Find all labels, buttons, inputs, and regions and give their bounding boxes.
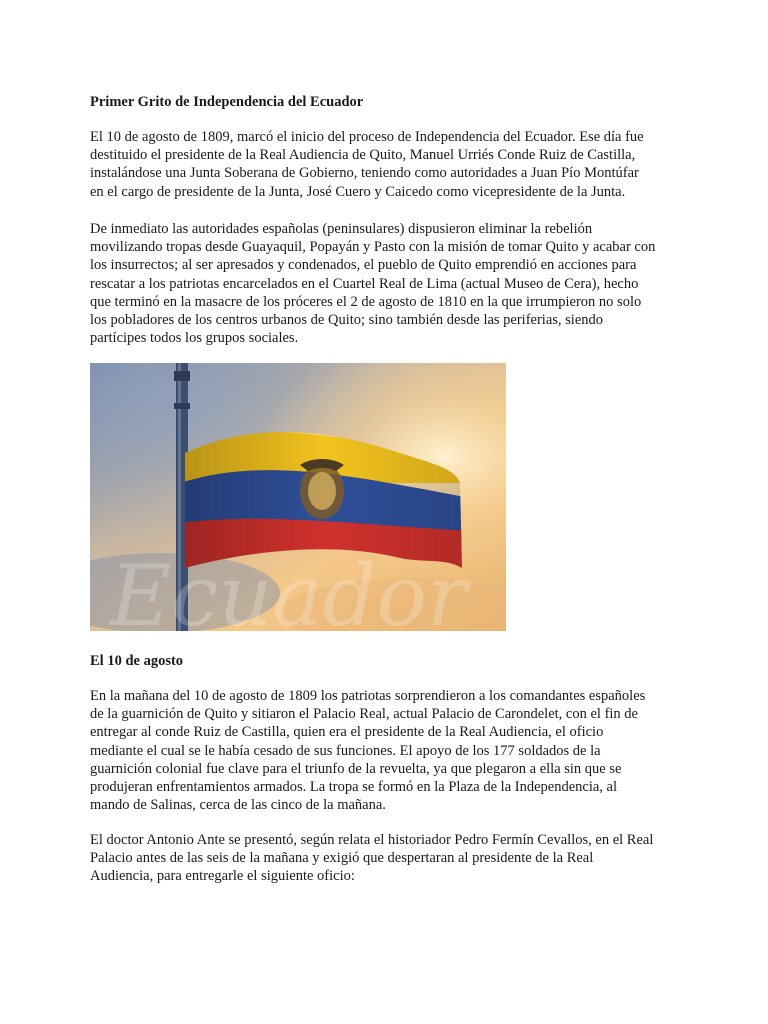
section-title-10-de-agosto: El 10 de agosto [90, 653, 184, 669]
text-line: produjeran enfrentamientos armados. La tropa se formó en la Plaza de la Independencia, al [90, 779, 618, 796]
ecuador-flag-image [90, 363, 506, 631]
text-line: de la guarnición de Quito y sitiaron el Palacio Real, actual Palacio de Carondelet, con el fin de [90, 706, 638, 723]
watermark-ecuador: Ecuador [110, 547, 468, 631]
text-line: Audiencia, para entregarle el siguiente oficio: [90, 868, 355, 885]
text-line: De inmediato las autoridades españolas (peninsulares) dispusieron eliminar la rebelión [90, 221, 593, 237]
text-line: en el cargo de presidente de la Junta, José Cuero y Caicedo como vicepresidente de la Junta. [90, 183, 626, 200]
text-line: El doctor Antonio Ante se presentó, según relata el historiador Pedro Fermín Cevallos, en el Real [90, 832, 654, 848]
text-line: mediante el cual se le había cesado de sus funciones. El apoyo de los 177 soldados de la [90, 742, 601, 759]
text-line: partícipes todos los grupos sociales. [90, 330, 299, 347]
text-line: instalándose una Junta Soberana de Gobierno, teniendo como autoridades a Juan Pío Montúfar [90, 165, 639, 182]
text-line: los pobladores de los centros urbanos de Quito; sino también desde las periferias, siendo [90, 312, 604, 329]
text-line: mando de Salinas, cerca de las cinco de la mañana. [90, 797, 386, 814]
text-line: los insurrectos; al ser apresados y condenados, el pueblo de Quito emprendió en acciones para [90, 257, 637, 274]
text-line: que terminó en la masacre de los próceres el 2 de agosto de 1810 en la que irrumpieron no solo [90, 293, 642, 310]
paragraph-inicio-independencia [90, 128, 644, 201]
paragraph-antonio-ante [90, 831, 653, 886]
text-line: rescatar a los patriotas encarcelados en el Cuartel Real de Lima (actual Museo de Cera), hecho [90, 275, 639, 292]
text-line: entregar al conde Ruiz de Castilla, quien era el presidente de la Real Audiencia, el oficio [90, 724, 604, 741]
paragraph-reaccion-espanola [90, 220, 655, 347]
paragraph-manana-10-agosto [90, 687, 645, 814]
coat-of-arms-icon [300, 459, 344, 519]
text-line: movilizando tropas desde Guayaquil, Popayán y Pasto con la misión de tomar Quito y acabar con [90, 239, 656, 256]
text-line: El 10 de agosto de 1809, marcó el inicio del proceso de Independencia del Ecuador. Ese día fue [90, 129, 644, 145]
text-line: guarnición colonial fue clave para el triunfo de la revuelta, ya que plegaron a ella sin que se [90, 760, 622, 777]
text-line: destituido el presidente de la Real Audiencia de Quito, Manuel Urriés Conde Ruiz de Castilla, [90, 147, 636, 164]
text-line: En la mañana del 10 de agosto de 1809 los patriotas sorprendieron a los comandantes españoles [90, 688, 646, 704]
section-title-primer-grito: Primer Grito de Independencia del Ecuador [90, 94, 364, 110]
text-line: Palacio antes de las seis de la mañana y exigió que despertaran al presidente de la Real [90, 850, 594, 867]
